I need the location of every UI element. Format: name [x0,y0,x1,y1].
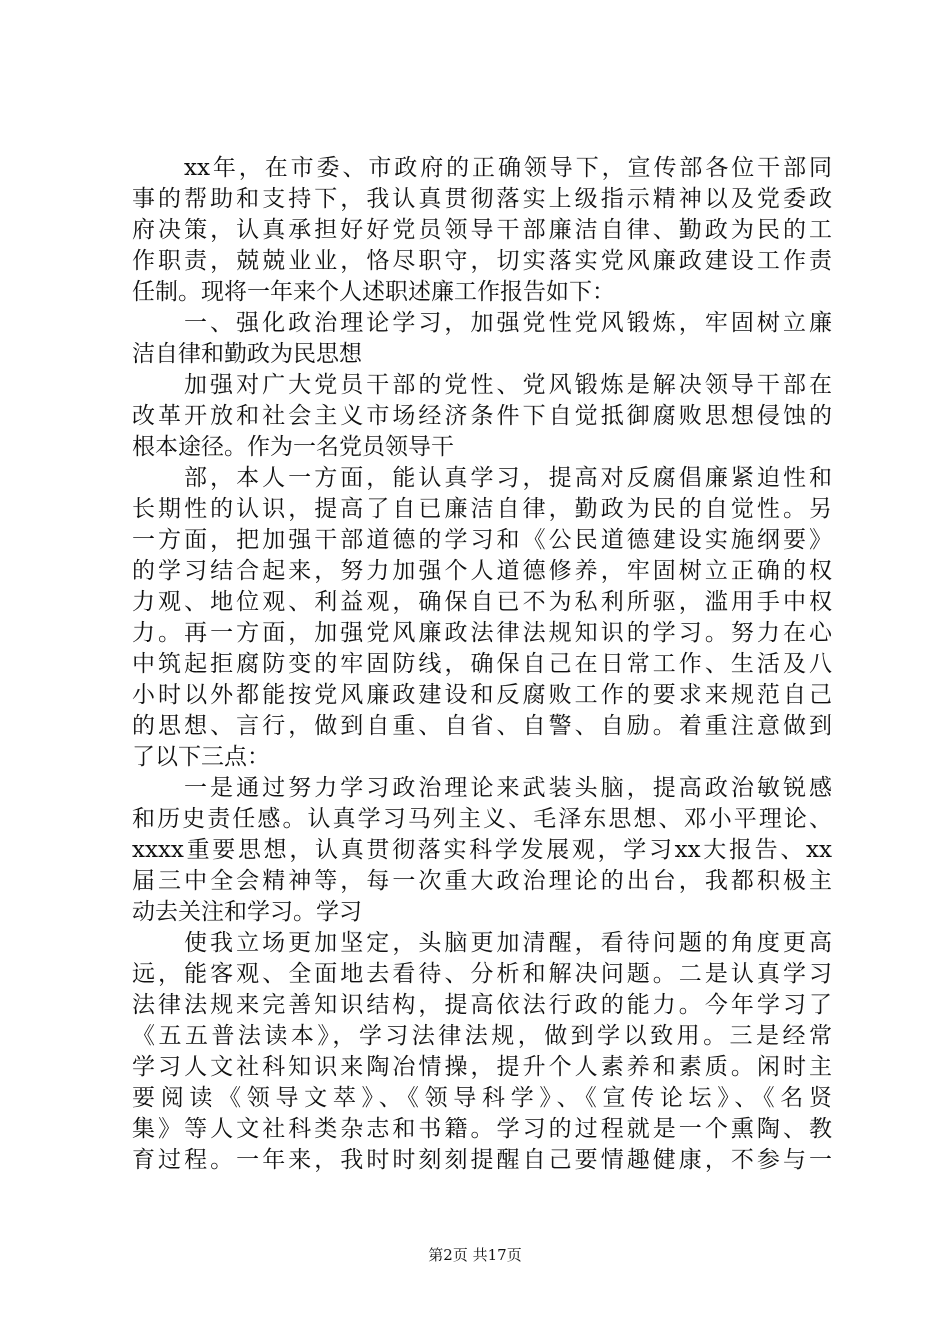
text-line: 小时以外都能按党风廉政建设和反腐败工作的要求来规范自己 [132,682,832,708]
text-line: 使我立场更加坚定，头脑更加清醒，看待问题的角度更高 [184,930,832,956]
text-line: 育过程。一年来，我时时刻刻提醒自己要情趣健康，不参与一 [132,1147,832,1173]
text-line: xx年，在市委、市政府的正确领导下，宣传部各位干部同 [184,155,832,181]
page-number-footer: 第2页 共17页 [428,1246,522,1264]
text-line: 力观、地位观、利益观，确保自已不为私利所驱，滥用手中权 [132,589,832,615]
text-line: 根本途径。作为一名党员领导干 [132,434,454,460]
text-line: 力。再一方面，加强党风廉政法律法规知识的学习。努力在心 [132,620,832,646]
text-line: 要阅读《领导文萃》、《领导科学》、《宣传论坛》、《名贤 [132,1085,832,1111]
text-line: 了以下三点： [132,744,270,770]
text-line: 改革开放和社会主义市场经济条件下自觉抵御腐败思想侵蚀的 [132,403,832,429]
text-line: 的思想、言行，做到自重、自省、自警、自励。着重注意做到 [132,713,832,739]
text-line: 事的帮助和支持下，我认真贯彻落实上级指示精神以及党委政 [132,186,832,212]
section-heading: 洁自律和勤政为民思想 [132,341,362,367]
text-line: 法律法规来完善知识结构，提高依法行政的能力。今年学习了 [132,992,832,1018]
text-line: 加强对广大党员干部的党性、党风锻炼是解决领导干部在 [184,372,832,398]
text-line: 府决策，认真承担好好党员领导干部廉洁自律、勤政为民的工 [132,217,832,243]
text-line: 长期性的认识，提高了自已廉洁自律，勤政为民的自觉性。另 [132,496,832,522]
text-line: 的学习结合起来，努力加强个人道德修养，牢固树立正确的权 [132,558,832,584]
text-line: 一方面，把加强干部道德的学习和《公民道德建设实施纲要》 [132,527,832,553]
text-line: 部，本人一方面，能认真学习，提高对反腐倡廉紧迫性和 [184,465,832,491]
text-line: 一是通过努力学习政治理论来武装头脑，提高政治敏锐感 [184,775,832,801]
text-line: 远，能客观、全面地去看待、分析和解决问题。二是认真学习 [132,961,832,987]
text-line: 《五五普法读本》，学习法律法规，做到学以致用。三是经常 [132,1023,832,1049]
text-line: 届三中全会精神等，每一次重大政治理论的出台，我都积极主 [132,868,832,894]
text-line: 集》等人文社科类杂志和书籍。学习的过程就是一个熏陶、教 [132,1116,832,1142]
text-line: 和历史责任感。认真学习马列主义、毛泽东思想、邓小平理论、 [132,806,832,832]
text-line: 中筑起拒腐防变的牢固防线，确保自己在日常工作、生活及八 [132,651,832,677]
body-text [132,153,832,1176]
text-line: 作职责，兢兢业业，恪尽职守，切实落实党风廉政建设工作责 [132,248,832,274]
section-heading: 一、强化政治理论学习，加强党性党风锻炼，牢固树立廉 [184,310,832,336]
text-line: 动去关注和学习。学习 [132,899,362,925]
text-line: 任制。现将一年来个人述职述廉工作报告如下： [132,279,615,305]
text-line: xxxx重要思想，认真贯彻落实科学发展观，学习xx大报告、xx [132,837,832,863]
text-line: 学习人文社科知识来陶冶情操，提升个人素养和素质。闲时主 [132,1054,832,1080]
